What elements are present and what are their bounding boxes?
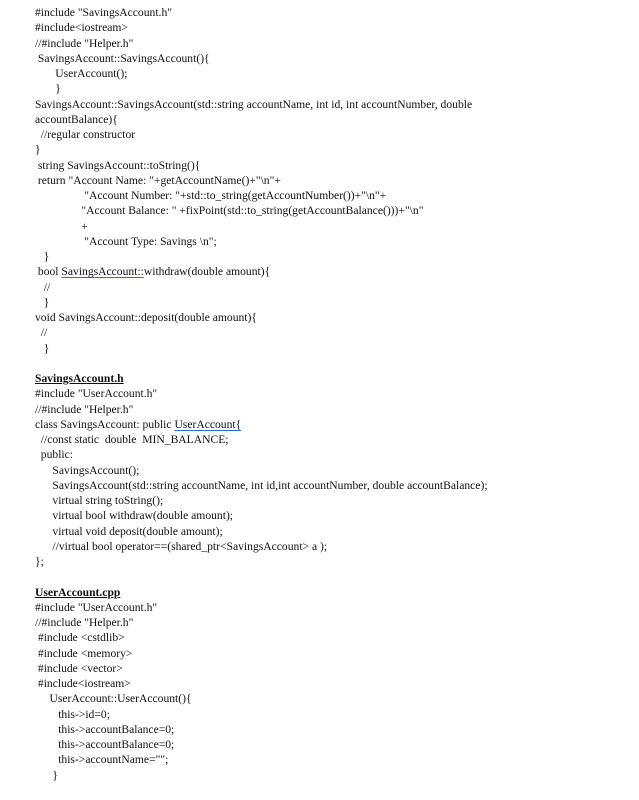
- code-line: //#include "Helper.h": [35, 36, 134, 50]
- section-heading: SavingsAccount.h: [35, 372, 124, 385]
- code-line: +: [35, 219, 88, 233]
- code-line: accountBalance){: [35, 112, 118, 126]
- code-line: #include <cstdlib>: [35, 631, 125, 645]
- code-line: //virtual bool operator==(shared_ptr<SavingsAccount> a );: [35, 539, 328, 553]
- spellcheck-underlined-text: SavingsAccount::: [61, 265, 144, 279]
- code-line: "Account Balance: " +fixPoint(std::to_string(getAccountBalance()))+"\n": [35, 204, 424, 218]
- code-line: SavingsAccount::SavingsAccount(){: [35, 51, 210, 65]
- code-line: string SavingsAccount::toString(){: [35, 158, 201, 172]
- code-line: return "Account Name: "+getAccountName()+"\n"+: [35, 173, 281, 187]
- code-text: withdraw(double amount){: [143, 265, 271, 279]
- code-line: SavingsAccount(std::string accountName, int id,int accountNumber, double accountBalance);: [35, 478, 488, 492]
- code-line: [35, 264, 270, 279]
- code-line: "Account Type: Savings \n";: [35, 234, 217, 248]
- code-line: #include <memory>: [35, 646, 133, 660]
- code-line: virtual bool withdraw(double amount);: [35, 509, 234, 523]
- code-line: SavingsAccount();: [35, 463, 140, 477]
- code-line: //#include "Helper.h": [35, 402, 134, 416]
- code-line: #include<iostream>: [35, 677, 131, 690]
- code-line: #include "UserAccount.h": [35, 387, 158, 401]
- code-line: //#include "Helper.h": [35, 616, 134, 629]
- section-heading: UserAccount.cpp: [35, 585, 121, 599]
- code-line: "Account Number: "+std::to_string(getAccountNumber())+"\n"+: [35, 189, 387, 202]
- code-line: void SavingsAccount::deposit(double amount){: [35, 311, 257, 324]
- code-line: public:: [35, 448, 73, 462]
- code-line: #include "UserAccount.h": [35, 600, 158, 614]
- code-line: virtual void deposit(double amount);: [35, 524, 223, 538]
- spellcheck-underlined-text: UserAccount{: [174, 417, 242, 431]
- code-line: UserAccount::UserAccount(){: [35, 692, 192, 706]
- code-line: }: [35, 82, 61, 96]
- code-line: //regular constructor: [35, 128, 136, 141]
- code-line: }: [35, 768, 58, 782]
- code-line: //: [35, 326, 48, 340]
- code-line: SavingsAccount::SavingsAccount(std::string accountName, int id, int accountNumber, double: [35, 97, 473, 111]
- code-line: }: [35, 250, 50, 263]
- code-line: #include <vector>: [35, 661, 123, 675]
- code-line: this->accountName="";: [35, 753, 169, 767]
- code-line: UserAccount();: [35, 67, 128, 80]
- code-line: this->accountBalance=0;: [35, 722, 175, 736]
- code-line: //const static double MIN_BALANCE;: [35, 433, 229, 446]
- code-text: bool: [35, 265, 62, 279]
- code-line: [35, 417, 241, 432]
- code-line: virtual string toString();: [35, 494, 164, 507]
- code-line: #include "SavingsAccount.h": [35, 6, 172, 19]
- code-line: this->accountBalance=0;: [35, 738, 175, 751]
- code-line: this->id=0;: [35, 707, 110, 721]
- code-line: //: [35, 280, 51, 294]
- code-line: }: [35, 143, 41, 157]
- code-line: };: [35, 555, 44, 568]
- code-text: class SavingsAccount: public: [35, 417, 175, 431]
- code-line: }: [35, 341, 50, 355]
- code-line: #include<iostream>: [35, 21, 128, 35]
- code-line: }: [35, 295, 50, 309]
